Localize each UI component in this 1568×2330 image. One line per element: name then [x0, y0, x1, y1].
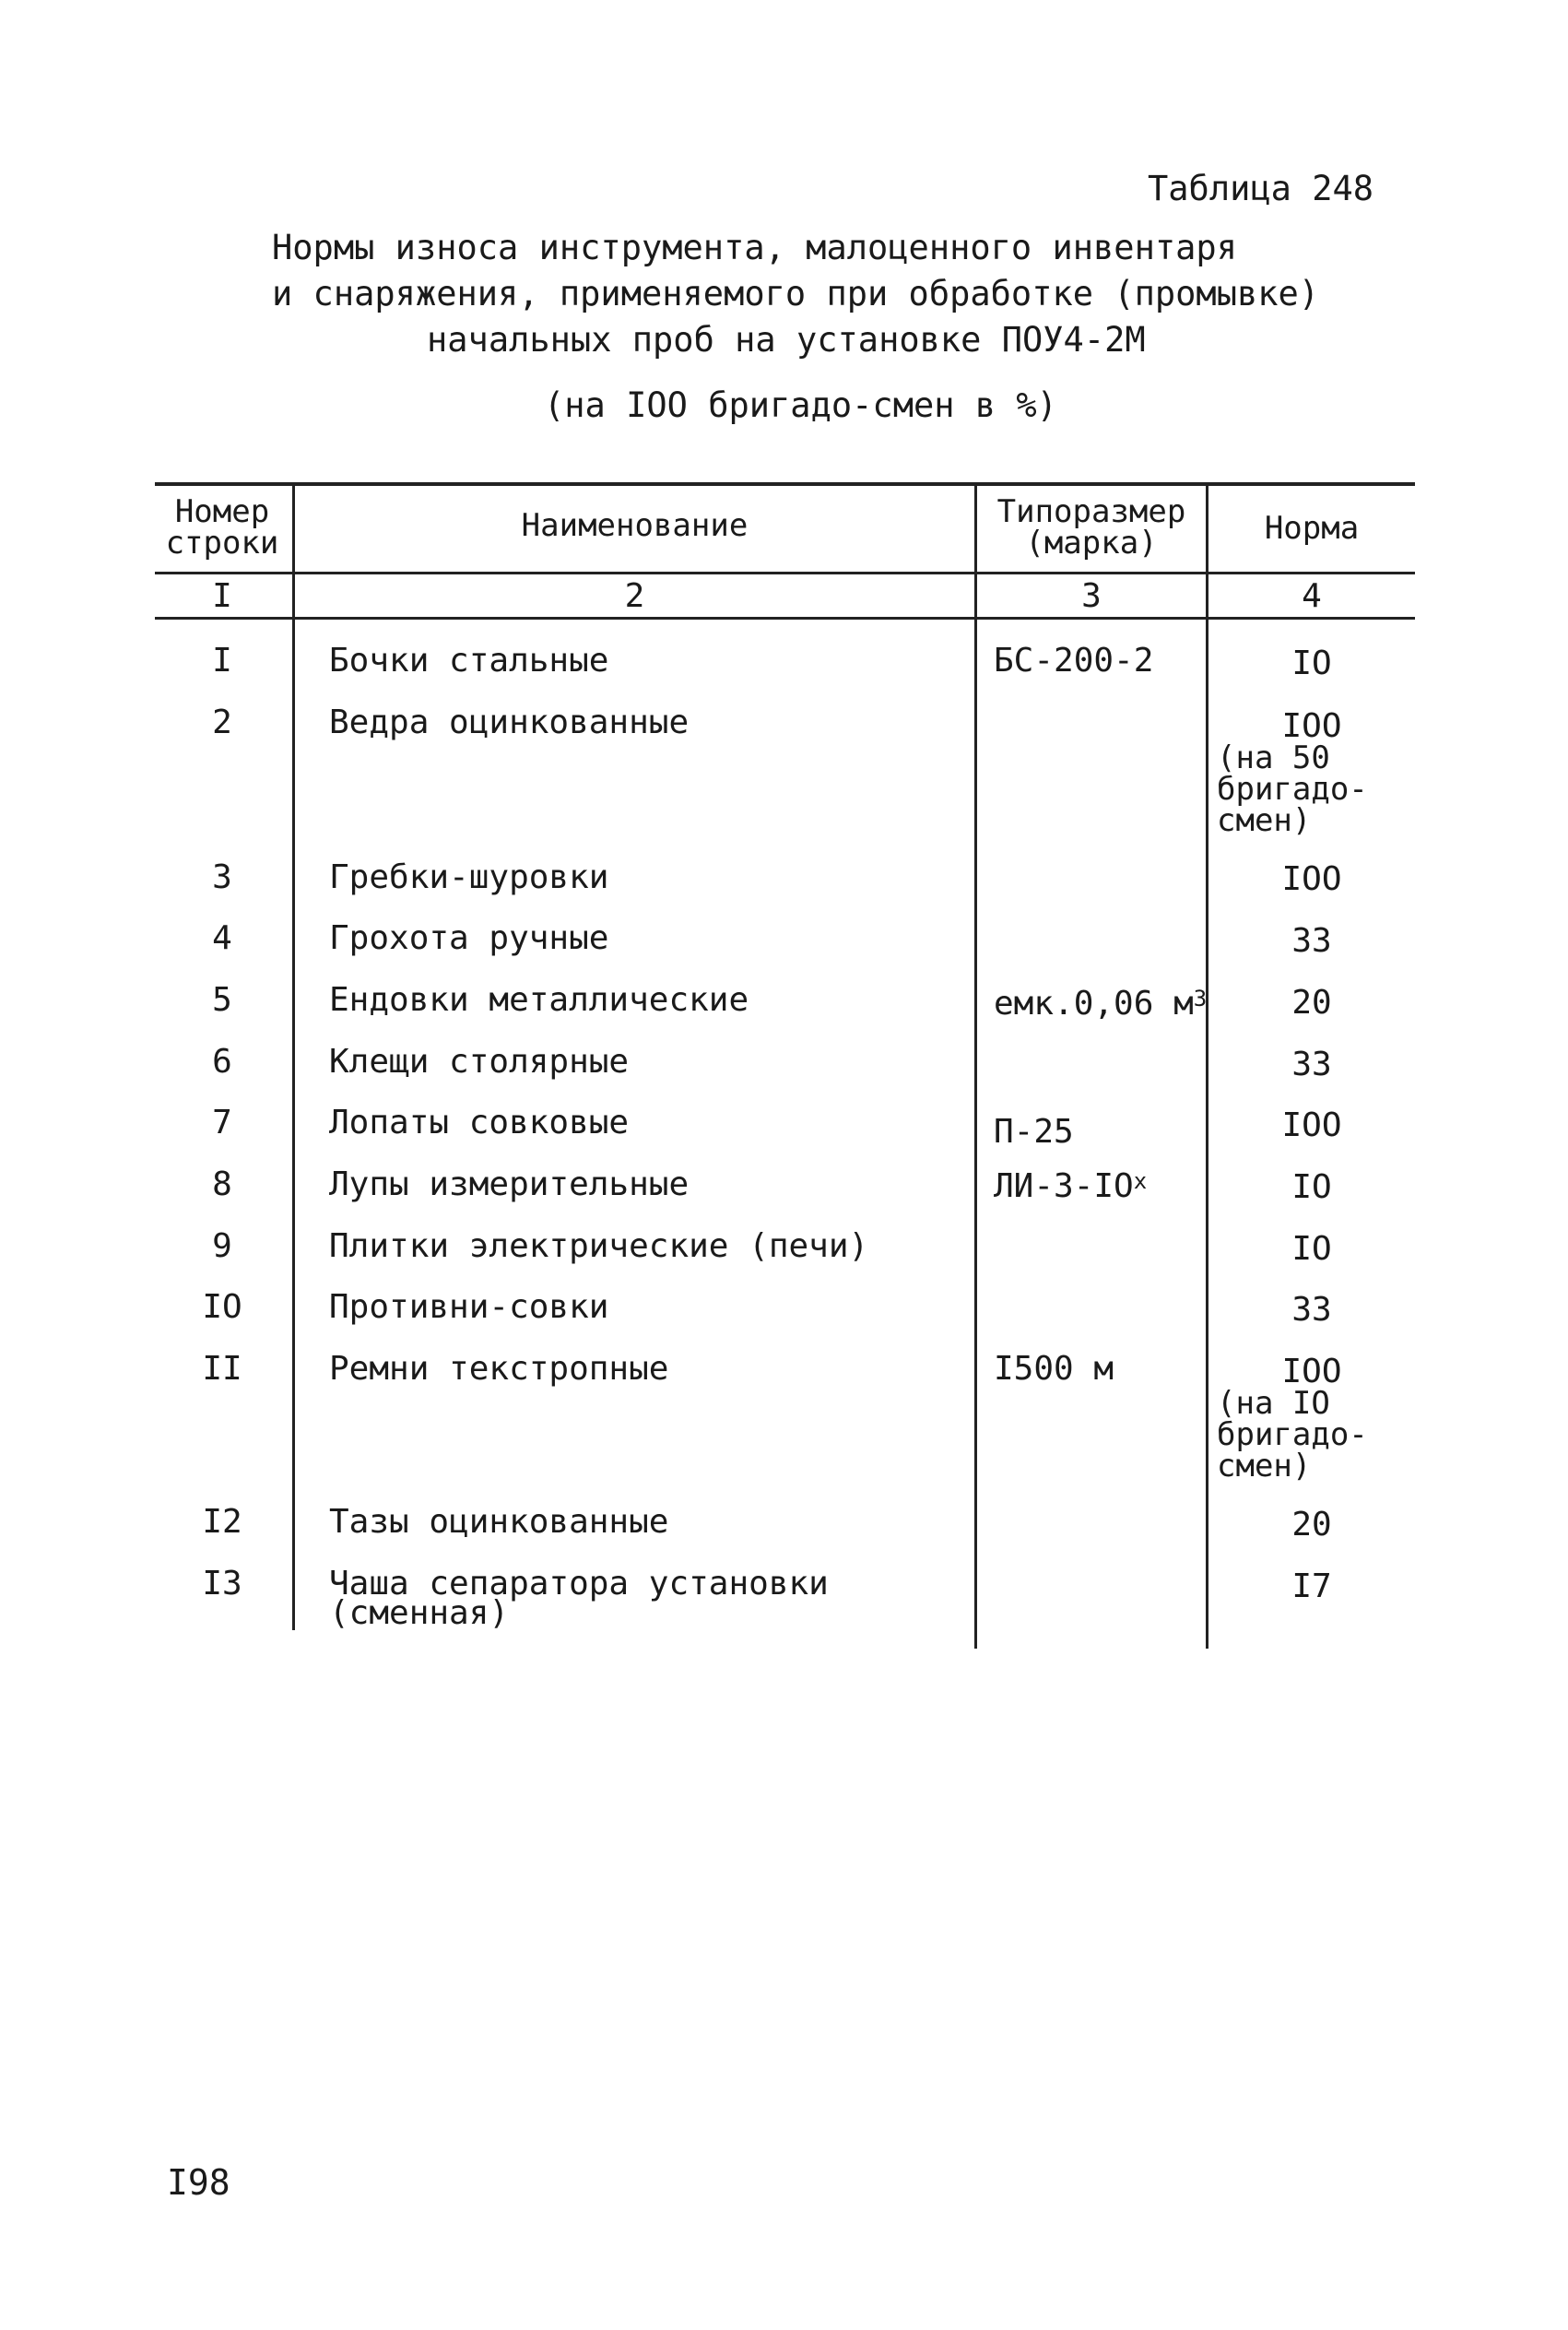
col-number-2: 2 [624, 577, 645, 615]
row-name: Ремни текстропные [329, 1350, 669, 1388]
row-size: I500 м [994, 1350, 1114, 1388]
header-norm: Норма [1264, 510, 1360, 547]
row-num: I2 [202, 1503, 242, 1541]
row-norm: IO [1291, 1168, 1332, 1206]
row-name: Гребки-шуровки [329, 858, 609, 896]
row-num: IO [202, 1288, 242, 1326]
row-num: II [202, 1350, 242, 1388]
superscript: 3 [1193, 986, 1208, 1011]
row-num: I3 [202, 1565, 242, 1603]
row-norm: IOO [1281, 1353, 1342, 1390]
header-name: Наименование [521, 507, 749, 544]
superscript: x [1133, 1168, 1148, 1194]
title-line-1: Нормы износа инструмента, малоценного инвентаря [272, 228, 1237, 267]
row-name: Ендовки металлические [329, 981, 749, 1019]
page-number: I98 [167, 2162, 230, 2203]
row-name: Противни-совки [329, 1288, 609, 1326]
row-name: Тазы оцинкованные [329, 1503, 669, 1541]
row-norm: 33 [1291, 1291, 1332, 1329]
header-size-line2: (марка) [1025, 525, 1158, 562]
row-norm-note: (на 50 бригадо- смен) [1217, 739, 1368, 839]
header-num-line1: Номер [174, 493, 270, 530]
row-name: Грохота ручные [329, 919, 609, 957]
row-num: 5 [212, 981, 232, 1019]
row-norm: 20 [1291, 984, 1332, 1022]
col-number-3: 3 [1081, 577, 1102, 615]
header-num-line2: строки [165, 525, 279, 562]
row-name: Бочки стальные [329, 642, 609, 680]
col-number-4: 4 [1302, 577, 1322, 615]
row-norm: 33 [1291, 1046, 1332, 1083]
row-name: Плитки электрические (печи) [329, 1227, 869, 1265]
row-norm: 33 [1291, 922, 1332, 960]
row-size: $ЛИ-3-IO^x$ [994, 1167, 1148, 1205]
row-size: емк.0,06 $м^3$ [994, 985, 1208, 1023]
row-name: Ведра оцинкованные [329, 704, 690, 741]
row-num: 3 [212, 858, 232, 896]
table-number: Таблица 248 [1148, 169, 1374, 208]
row-size: БС-200-2 [994, 642, 1154, 680]
row-norm: IOO [1281, 707, 1342, 745]
header-size-line1: Типоразмер [996, 493, 1186, 530]
subtitle: (на IOO бригадо-смен в %) [544, 385, 1057, 425]
row-num: 9 [212, 1227, 232, 1265]
title-line-2: и снаряжения, применяемого при обработке (промывке) [272, 274, 1320, 313]
row-name: Клещи столярные [329, 1043, 630, 1081]
row-num: 2 [212, 704, 232, 741]
row-norm: I7 [1291, 1567, 1332, 1605]
row-name: Лопаты совковые [329, 1104, 630, 1141]
row-name: Чаша сепаратора установки [329, 1565, 829, 1603]
row-norm: IOO [1281, 1106, 1342, 1144]
row-name: Лупы измерительные [329, 1165, 690, 1203]
row-norm: IO [1291, 1230, 1332, 1268]
row-num: 7 [212, 1104, 232, 1141]
row-name-line2: (сменная) [329, 1594, 510, 1632]
row-num: 8 [212, 1165, 232, 1203]
row-norm-note: (на IO бригадо- смен) [1217, 1385, 1368, 1484]
row-num: 4 [212, 919, 232, 957]
row-norm: 20 [1291, 1506, 1332, 1543]
row-norm: IOO [1281, 860, 1342, 898]
row-num: I [212, 642, 232, 680]
row-size: П-25 [994, 1113, 1074, 1151]
row-num: 6 [212, 1043, 232, 1081]
col-number-1: I [212, 577, 232, 615]
title-line-3: начальных проб на установке ПОУ4-2М [427, 320, 1146, 360]
row-norm: IO [1291, 645, 1332, 682]
